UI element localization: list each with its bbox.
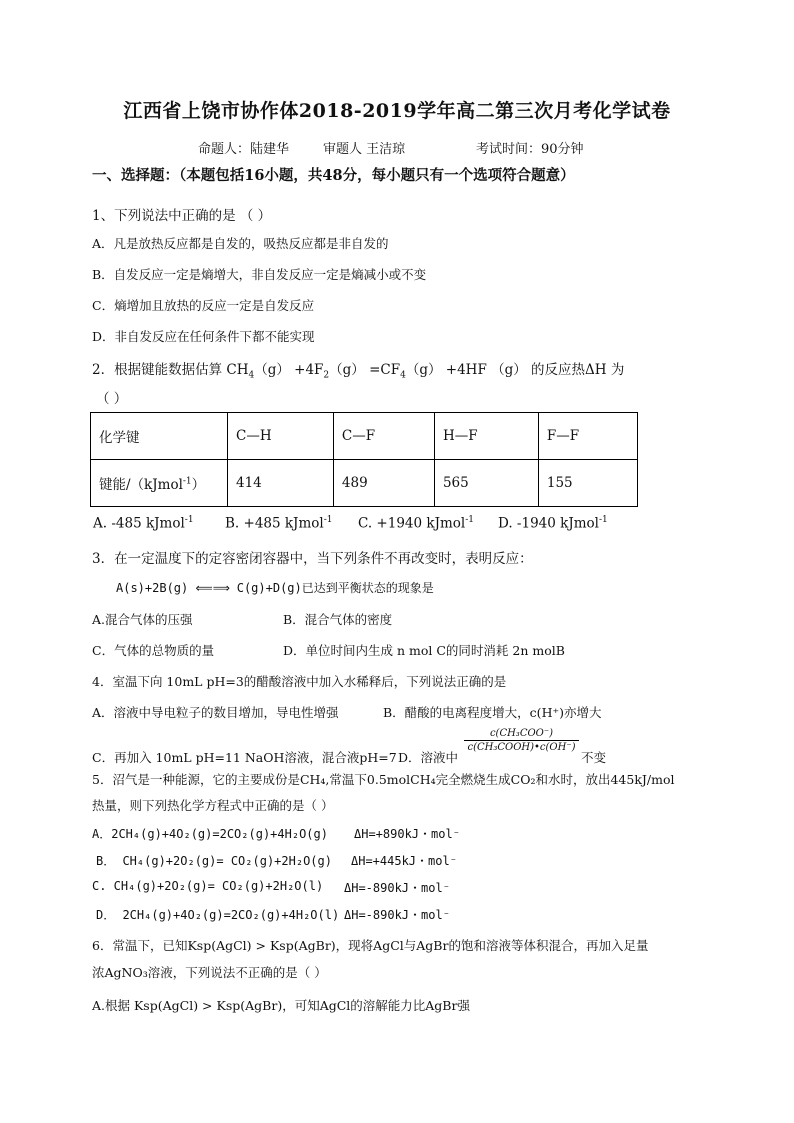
table-header-cell: H—F xyxy=(434,413,538,460)
q5-option-d: D． 2CH₄(g)+4O₂(g)=2CO₂(g)+4H₂O(l) xyxy=(96,908,340,922)
exam-time-label: 考试时间：90分钟 xyxy=(476,142,584,157)
bond-energy-table xyxy=(90,412,638,507)
q5-option-a: A．2CH₄(g)+4O₂(g)=2CO₂(g)+4H₂O(g) xyxy=(92,827,328,841)
author-label: 命题人：陆建华 xyxy=(198,142,290,157)
q6-stem-line2: 浓AgNO₃溶液，下列说法不正确的是（ ） xyxy=(92,965,327,980)
q5-option-b: B． CH₄(g)+2O₂(g)= CO₂(g)+2H₂O(g) xyxy=(96,854,332,868)
q6-stem-line1: 6．常温下，已知Ksp(AgCl) > Ksp(AgBr)，现将AgCl与AgBr的饱和溶液等体积混合，再加入足量 xyxy=(92,938,649,953)
table-header-cell: F—F xyxy=(538,413,637,460)
q2-paren: （ ） xyxy=(96,391,128,407)
q4-stem: 4．室温下向 10mL pH=3的醋酸溶液中加入水稀释后，下列说法正确的是 xyxy=(92,674,507,689)
q4-option-a: A．溶液中导电粒子的数目增加，导电性增强 xyxy=(92,705,339,720)
table-cell: 565 xyxy=(434,460,538,507)
q4-fraction xyxy=(464,728,579,753)
q3-equation: A(s)+2B(g) ⟸⟹ C(g)+D(g)已达到平衡状态的现象是 xyxy=(116,581,434,595)
q1-option-c: C．熵增加且放热的反应一定是自发反应 xyxy=(92,298,315,313)
table-row-label: 键能/（kJmol$^{-1}$） xyxy=(91,460,228,507)
exam-title: 江西省上饶市协作体2018-2019学年高二第三次月考化学试卷 xyxy=(123,100,671,122)
q2-option-b: B. +485 kJmol$^{-1}$ xyxy=(225,515,333,532)
q2-option-d: D. -1940 kJmol$^{-1}$ xyxy=(498,515,608,532)
table-header-row xyxy=(91,413,638,460)
q5-option-c: C. CH₄(g)+2O₂(g)= CO₂(g)+2H₂O(l) xyxy=(92,879,324,893)
q1-option-a: A．凡是放热反应都是自发的，吸热反应都是非自发的 xyxy=(92,236,389,251)
q5-stem-line2: 热量，则下列热化学方程式中正确的是（ ） xyxy=(92,798,334,813)
table-cell: 414 xyxy=(228,460,334,507)
q3-option-d: D．单位时间内生成 n mol C的同时消耗 2n molB xyxy=(283,643,565,658)
q3-option-c: C．气体的总物质的量 xyxy=(92,643,215,658)
q3-option-b: B．混合气体的密度 xyxy=(283,612,393,627)
equilibrium-arrow-icon: ⟸⟹ xyxy=(195,581,230,595)
q5-option-c-dh: ΔH=-890kJ・mol⁻ xyxy=(344,881,450,895)
q6-option-a: A.根据 Ksp(AgCl) > Ksp(AgBr)，可知AgCl的溶解能力比AgBr强 xyxy=(92,998,470,1013)
q1-option-b: B．自发反应一定是熵增大，非自发反应一定是熵减小或不变 xyxy=(92,267,427,282)
q3-stem: 3．在一定温度下的定容密闭容器中，当下列条件不再改变时，表明反应： xyxy=(92,551,533,567)
q4-option-b: B．醋酸的电离程度增大，c(H⁺)亦增大 xyxy=(383,705,602,720)
fraction-denominator: c(CH₃COOH)•c(OH⁻) xyxy=(467,742,576,753)
q5-stem-line1: 5．沼气是一种能源，它的主要成份是CH₄,常温下0.5molCH₄完全燃烧生成CO₂和水时，放出445kJ/mol xyxy=(92,772,675,787)
q4-option-d-end: 不变 xyxy=(581,750,607,765)
table-row xyxy=(91,460,638,507)
table-header-cell: C—F xyxy=(333,413,434,460)
q2-option-a: A. -485 kJmol$^{-1}$ xyxy=(93,515,194,532)
q5-option-b-dh: ΔH=+445kJ・mol⁻ xyxy=(351,854,457,868)
q5-option-a-dh: ΔH=+890kJ・mol⁻ xyxy=(354,827,460,841)
q4-option-c: C．再加入 10mL pH=11 NaOH溶液，混合液pH=7 xyxy=(92,750,397,765)
section-heading: 一、选择题：（本题包括16小题，共48分，每小题只有一个选项符合题意） xyxy=(92,167,575,184)
table-header-cell: 化学键 xyxy=(91,413,228,460)
q1-option-d: D．非自发反应在任何条件下都不能实现 xyxy=(92,329,315,344)
table-cell: 489 xyxy=(333,460,434,507)
q5-option-d-dh: ΔH=-890kJ・mol⁻ xyxy=(344,908,450,922)
fraction-numerator: c(CH₃COO⁻) xyxy=(464,728,579,741)
q4-option-d: D．溶液中 xyxy=(398,750,459,765)
q2-stem: 2．根据键能数据估算 $CH_4(g) +4F_2(g) =CF_4(g) +4HF$ （g） 的反应热ΔH 为 xyxy=(92,362,625,381)
reviewer-label: 审题人 王洁琼 xyxy=(323,142,406,157)
q2-option-c: C. +1940 kJmol$^{-1}$ xyxy=(358,515,475,532)
table-header-cell: C—H xyxy=(228,413,334,460)
q1-stem: 1、下列说法中正确的是 （ ） xyxy=(92,208,272,224)
q3-option-a: A.混合气体的压强 xyxy=(92,612,193,627)
table-cell: 155 xyxy=(538,460,637,507)
